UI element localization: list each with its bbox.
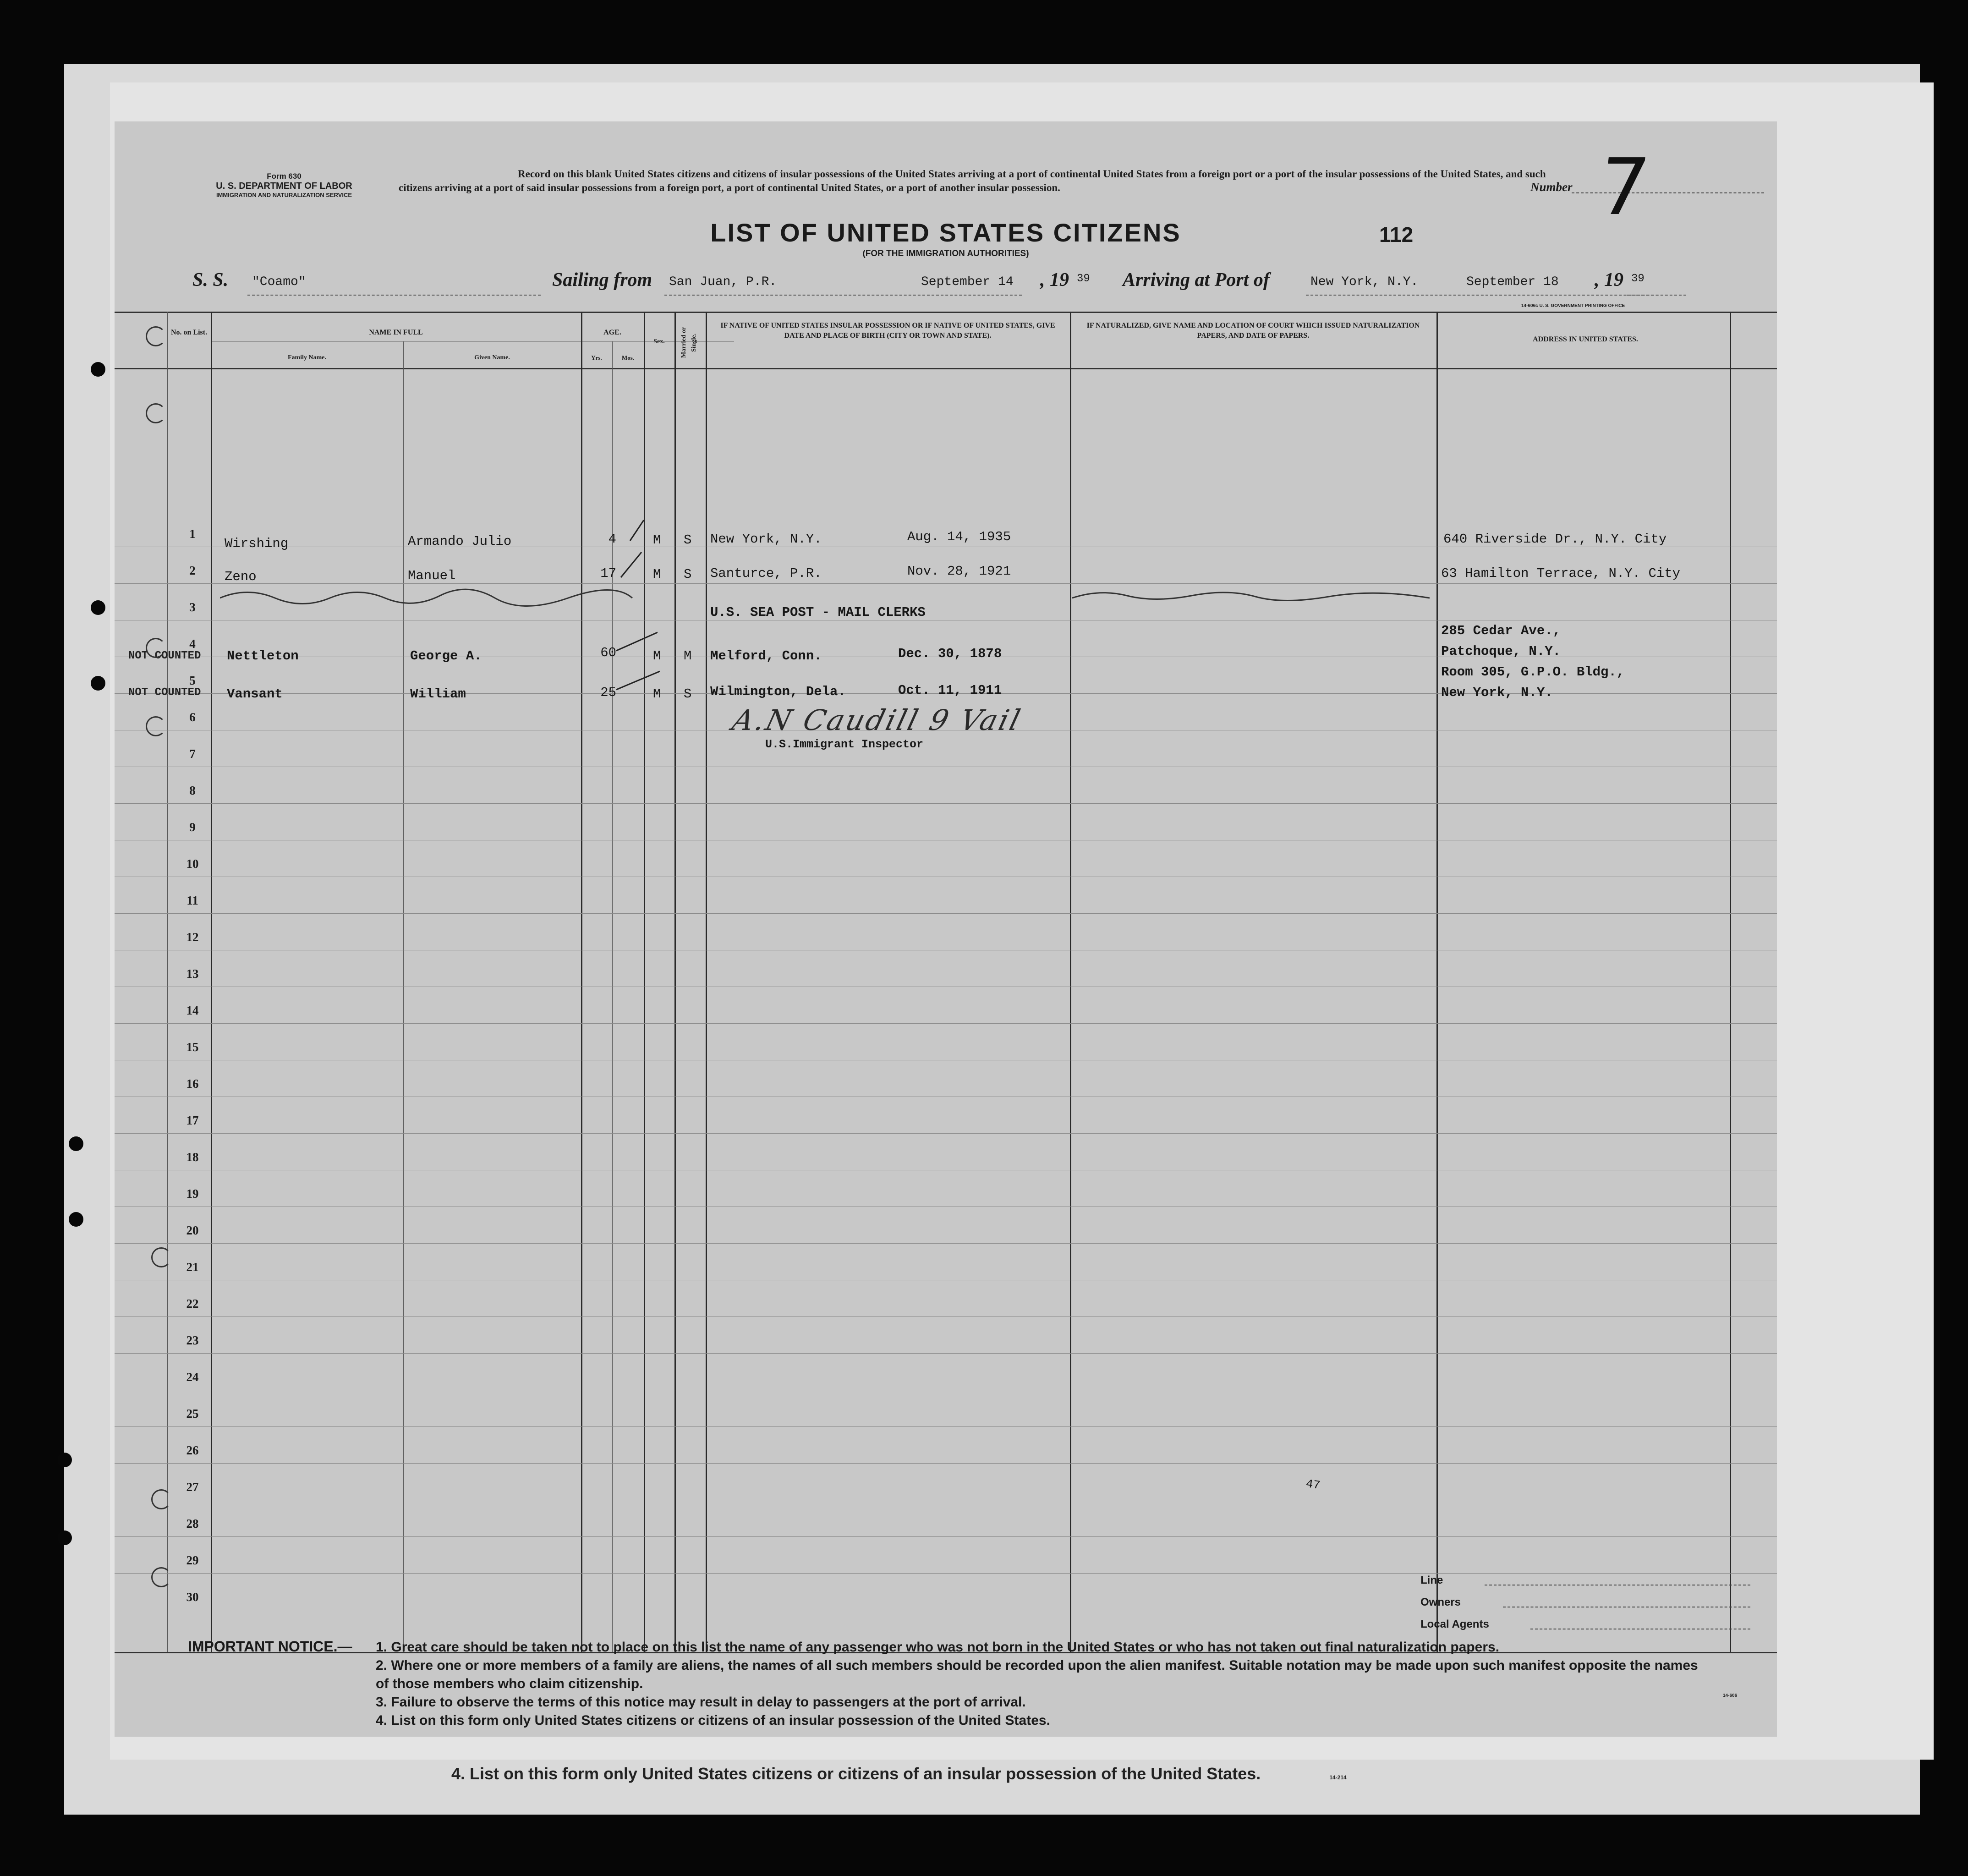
header-address: ADDRESS IN UNITED STATES. <box>1533 335 1638 343</box>
binder-ring-icon <box>146 403 166 423</box>
punch-hole-icon <box>91 600 105 615</box>
owners-label: Owners <box>1420 1596 1461 1608</box>
local-agents-label: Local Agents <box>1420 1618 1489 1630</box>
header-name-in-full: NAME IN FULL <box>369 329 423 336</box>
binder-ring-icon <box>151 1567 171 1587</box>
line-number: 2 <box>189 564 196 577</box>
arrival-year-fill-line <box>1627 295 1663 296</box>
inspector-signature: A.N Caudill 9 Vail <box>729 703 1025 737</box>
sailing-fill-line <box>664 295 1022 296</box>
underlying-notice-text <box>451 1764 1347 1783</box>
line-number: 29 <box>186 1553 199 1567</box>
printer-note: 14-606c U. S. GOVERNMENT PRINTING OFFICE <box>1521 303 1625 308</box>
family-name: Vansant <box>227 686 283 702</box>
header-yrs: Yrs. <box>591 354 602 361</box>
sex: M <box>653 567 661 582</box>
sailing-from-label: Sailing from <box>552 269 652 291</box>
family-name: Wirshing <box>225 536 289 551</box>
line-number: 15 <box>186 1040 199 1054</box>
notice-form-code: 14-606 <box>1723 1693 1738 1698</box>
row-rule <box>115 1023 1777 1024</box>
binder-ring-icon <box>151 1489 171 1509</box>
birth-date: Nov. 28, 1921 <box>907 564 1011 579</box>
punch-hole-icon <box>69 1212 83 1227</box>
header-age: AGE. <box>603 329 621 336</box>
row-rule <box>115 583 1777 584</box>
line-number: 26 <box>186 1443 199 1457</box>
line-number: 20 <box>186 1223 199 1237</box>
arrival-year: 39 <box>1631 273 1645 285</box>
line-number: 12 <box>186 930 199 944</box>
ship-fill-line <box>247 295 541 296</box>
row-rule <box>115 913 1777 914</box>
birth-date: Oct. 11, 1911 <box>898 683 1002 698</box>
notice-item-3: 3. Failure to observe the terms of this notice may result in delay to passengers at the port of arrival. <box>376 1695 1026 1710</box>
ss-label: S. S. <box>192 269 229 291</box>
line-number: 4 <box>189 637 196 651</box>
col-divider <box>706 312 707 1652</box>
sailing-from-value: San Juan, P.R. <box>669 275 777 289</box>
binder-ring-icon <box>151 1247 171 1267</box>
line-number: 5 <box>189 674 196 687</box>
arriving-label: Arriving at Port of <box>1123 269 1270 291</box>
sailing-year-prefix: , 19 <box>1040 269 1069 291</box>
page-subtitle: (FOR THE IMMIGRATION AUTHORITIES) <box>862 249 1029 258</box>
col-divider <box>1730 312 1731 1652</box>
line-number: 23 <box>186 1333 199 1347</box>
page-title: LIST OF UNITED STATES CITIZENS <box>710 218 1181 247</box>
line-number: 19 <box>186 1187 199 1201</box>
family-name: Zeno <box>225 569 257 584</box>
ship-name: "Coamo" <box>252 275 306 289</box>
age-years: 60 <box>600 645 616 660</box>
line-number: 28 <box>186 1517 199 1530</box>
line-number: 10 <box>186 857 199 871</box>
header-mos: Mos. <box>621 354 635 361</box>
row-rule <box>115 1316 1777 1317</box>
form-identifier <box>170 172 399 198</box>
line-number: 3 <box>189 600 196 614</box>
header-naturalized: IF NATURALIZED, GIVE NAME AND LOCATION OF COURT WHICH ISSUED NATURALIZATION PAPERS, AND DATE OF PAPERS. <box>1086 322 1420 340</box>
underlying-form-code: 14-214 <box>1329 1774 1347 1781</box>
punch-hole-icon <box>91 676 105 691</box>
address-line-1: 285 Cedar Ave., <box>1441 623 1561 638</box>
birth-place: Wilmington, Dela. <box>710 684 846 699</box>
row-rule <box>115 1353 1777 1354</box>
header-no-on-list: No. on List. <box>170 329 208 336</box>
notice-item-1: 1. Great care should be taken not to place on this list the name of any passenger who was not born in the United States or who has not taken out final naturalization papers. <box>376 1640 1500 1655</box>
age-years: 17 <box>600 566 616 581</box>
sex: M <box>653 648 661 664</box>
birth-date: Dec. 30, 1878 <box>898 646 1002 661</box>
line-number: 11 <box>186 894 198 907</box>
manifest-sheet <box>115 121 1777 1737</box>
birth-place: New York, N.Y. <box>710 532 822 547</box>
form-number: Form 630 <box>267 172 302 181</box>
arrival-date: September 18 <box>1466 275 1559 289</box>
binder-ring-icon <box>146 326 166 346</box>
address-line-2: Patchoque, N.Y. <box>1441 644 1561 659</box>
row-rule <box>115 1243 1777 1244</box>
arrival-year-prefix: , 19 <box>1595 269 1623 291</box>
punch-hole-icon <box>57 1453 72 1467</box>
service-name: IMMIGRATION AND NATURALIZATION SERVICE <box>216 192 352 198</box>
age-years: 4 <box>608 532 616 547</box>
sailing-date: September 14 <box>921 275 1014 289</box>
line-number: 6 <box>189 710 196 724</box>
row-rule <box>115 1573 1777 1574</box>
header-bottom-border <box>115 368 1777 369</box>
line-number: 14 <box>186 1004 199 1017</box>
sheet-number: 7 <box>1594 142 1654 233</box>
line-number: 22 <box>186 1297 199 1311</box>
age-years: 25 <box>600 685 616 700</box>
not-counted-note: NOT COUNTED <box>128 650 201 662</box>
header-sex: Sex. <box>653 338 665 345</box>
marital-status: M <box>684 648 692 664</box>
sex: M <box>653 686 661 702</box>
punch-hole-icon <box>91 362 105 377</box>
line-number: 27 <box>186 1480 199 1494</box>
row-rule <box>115 803 1777 804</box>
notice-item-2: 2. Where one or more members of a family are aliens, the names of all such members should be recorded upon the alien manifest. Suitable notation may be made upon such manifest opposite the names of those members who claim citizenship. <box>376 1658 1698 1691</box>
arriving-port: New York, N.Y. <box>1310 275 1419 289</box>
cancel-squiggle-left <box>220 587 678 609</box>
col-divider <box>644 312 645 1652</box>
sex: M <box>653 532 661 548</box>
line-number: 17 <box>186 1114 199 1127</box>
marital-status: S <box>684 567 692 582</box>
section-label: U.S. SEA POST - MAIL CLERKS <box>710 605 926 620</box>
notice-item-4: 4. List on this form only United States citizens or citizens of an insular possession of the United States. <box>376 1713 1050 1728</box>
address: 63 Hamilton Terrace, N.Y. City <box>1441 566 1681 581</box>
line-number: 8 <box>189 784 196 797</box>
line-number: 24 <box>186 1370 199 1384</box>
line-number: 16 <box>186 1077 199 1091</box>
line-label: Line <box>1420 1574 1443 1586</box>
col-divider <box>403 341 404 1652</box>
given-name: Manuel <box>408 568 456 583</box>
margin-mark: 47 <box>1305 1476 1321 1493</box>
row-rule <box>115 1536 1777 1537</box>
binder-ring-icon <box>146 716 166 736</box>
line-number: 9 <box>189 820 196 834</box>
department-name: U. S. DEPARTMENT OF LABOR <box>216 181 352 191</box>
col-divider <box>581 312 582 1652</box>
col-divider <box>1436 312 1438 1652</box>
birth-place: Melford, Conn. <box>710 648 822 664</box>
binder-ring-icon <box>146 638 166 658</box>
record-instructions: Record on this blank United States citizens and citizens of insular possessions of the United States arriving at a port of continental United States from a foreign port or a port of the insular possessions of the United States, and such citizens arriving at a port of said insular possessions from a foreign port, a port of continental United States, or a port of another insular possession. <box>399 168 1546 193</box>
given-name: George A. <box>410 648 482 664</box>
line-number: 30 <box>186 1590 199 1604</box>
col-divider <box>674 312 676 1652</box>
table-top-border <box>115 312 1777 313</box>
header-married-single: Married or Single. <box>680 327 697 358</box>
notice-heading: IMPORTANT NOTICE.— <box>188 1638 352 1655</box>
marital-status: S <box>684 532 692 548</box>
given-name: Armando Julio <box>408 534 512 549</box>
underlying-notice-item-4: 4. List on this form only United States citizens or citizens of an insular possession of the United States. <box>451 1764 1261 1783</box>
birth-place: Santurce, P.R. <box>710 566 822 581</box>
line-number: 7 <box>189 747 196 761</box>
line-number: 25 <box>186 1407 199 1421</box>
given-name: William <box>410 686 466 702</box>
inspector-label: U.S.Immigrant Inspector <box>765 738 924 751</box>
address-line-2: New York, N.Y. <box>1441 685 1553 700</box>
address-line-1: Room 305, G.P.O. Bldg., <box>1441 664 1625 680</box>
family-name: Nettleton <box>227 648 299 664</box>
number-label: Number <box>1530 180 1573 194</box>
passenger-table <box>115 312 1777 1661</box>
row-rule <box>115 1133 1777 1134</box>
punch-hole-icon <box>57 1530 72 1545</box>
header-family-name: Family Name. <box>288 354 326 361</box>
not-counted-note: NOT COUNTED <box>128 686 201 699</box>
age-tick-marks <box>612 513 667 706</box>
row-rule <box>115 1463 1777 1464</box>
birth-date: Aug. 14, 1935 <box>907 529 1011 544</box>
cancel-squiggle-right <box>1072 587 1434 605</box>
marital-status: S <box>684 686 692 702</box>
line-number: 1 <box>189 527 196 541</box>
col-divider <box>167 312 168 1652</box>
line-number: 18 <box>186 1150 199 1164</box>
line-number: 21 <box>186 1260 199 1274</box>
stamp-number: 112 <box>1379 223 1414 247</box>
address: 640 Riverside Dr., N.Y. City <box>1443 532 1667 547</box>
punch-hole-icon <box>69 1136 83 1151</box>
header-given-name: Given Name. <box>474 354 510 361</box>
sailing-year: 39 <box>1077 273 1090 285</box>
line-number: 13 <box>186 967 199 981</box>
header-birth: IF NATIVE OF UNITED STATES INSULAR POSSESSION OR IF NATIVE OF UNITED STATES, GIVE DATE AND PLACE OF BIRTH (CITY OR TOWN AND STATE). <box>720 322 1055 340</box>
col-divider <box>1070 312 1071 1652</box>
row-rule <box>115 1426 1777 1427</box>
